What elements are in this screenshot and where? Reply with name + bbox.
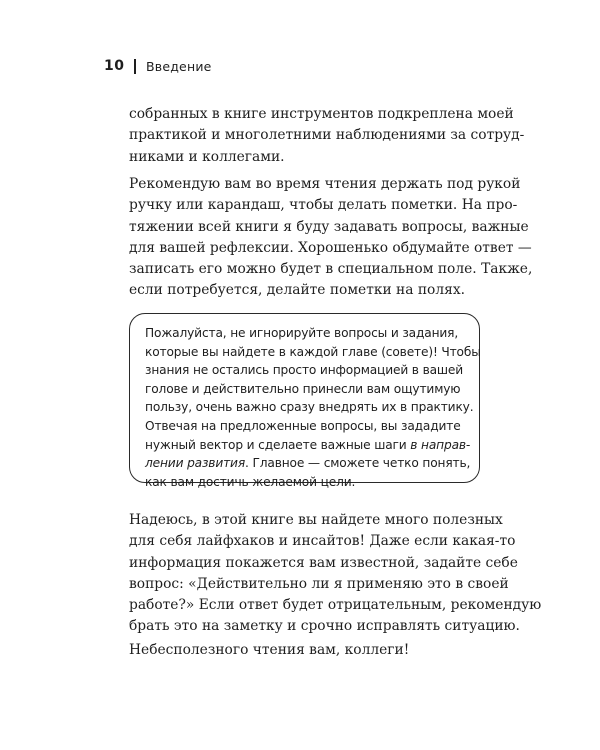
page-number: 10: [104, 58, 125, 74]
paragraph-2: [129, 174, 533, 302]
text-line: никами и коллегами.: [129, 148, 285, 165]
callout-normal-text: нужный вектор и сделаете важные шаги: [145, 437, 411, 452]
callout-line: [145, 454, 481, 473]
header-divider: [134, 59, 136, 74]
text-line: вопрос: «Действительно ли я применяю это в своей: [129, 575, 509, 592]
text-line: записать его можно будет в специальном поле. Также,: [129, 261, 533, 278]
callout-italic-text: лении развития: [145, 456, 246, 471]
callout-line: Отвечая на предложенные вопросы, вы зададите: [145, 418, 461, 433]
callout-line: которые вы найдете в каждой главе (совете)! Чтобы: [145, 344, 481, 359]
text-line: Небесполезного чтения вам, коллеги!: [129, 642, 410, 658]
text-line: Надеюсь, в этой книге вы найдете много полезных: [129, 512, 503, 528]
callout-line: знания не остались просто информацией в вашей: [145, 363, 464, 378]
paragraph-3: [129, 510, 542, 638]
running-header: [104, 58, 212, 74]
callout-line: Пожалуйста, не игнорируйте вопросы и задания,: [145, 326, 459, 340]
text-line: для вашей рефлексии. Хорошенько обдумайте ответ —: [129, 239, 532, 256]
callout-normal-text: . Главное — сможете четко понять,: [245, 456, 471, 471]
text-line: брать это на заметку и срочно исправлять ситуацию.: [129, 618, 520, 635]
callout-line: голове и действительно принесли вам ощутимую: [145, 381, 461, 396]
text-line: для себя лайфхаков и инсайтов! Даже если какая-то: [129, 533, 516, 550]
text-line: если потребуется, делайте пометки на полях.: [129, 282, 466, 299]
callout-italic-text: в направ-: [410, 437, 471, 452]
callout-text: [145, 324, 481, 491]
paragraph-1: [129, 104, 525, 168]
text-line: тяжении всей книги я буду задавать вопросы, важные: [129, 218, 529, 235]
text-line: ручку или карандаш, чтобы делать пометки. На про-: [129, 197, 518, 214]
paragraph-4: [129, 640, 489, 661]
text-line: собранных в книге инструментов подкреплена моей: [129, 106, 514, 122]
callout-line: как вам достичь желаемой цели.: [145, 474, 356, 489]
callout-line: пользу, очень важно сразу внедрять их в практику.: [145, 400, 474, 415]
text-line: информация покажется вам известной, задайте себе: [129, 554, 518, 571]
text-line: работе?» Если ответ будет отрицательным, рекомендую: [129, 597, 542, 614]
text-line: Рекомендую вам во время чтения держать под рукой: [129, 176, 521, 192]
text-line: практикой и многолетними наблюдениями за сотруд-: [129, 127, 525, 144]
section-title: Введение: [145, 58, 212, 74]
callout-line: [145, 436, 481, 455]
